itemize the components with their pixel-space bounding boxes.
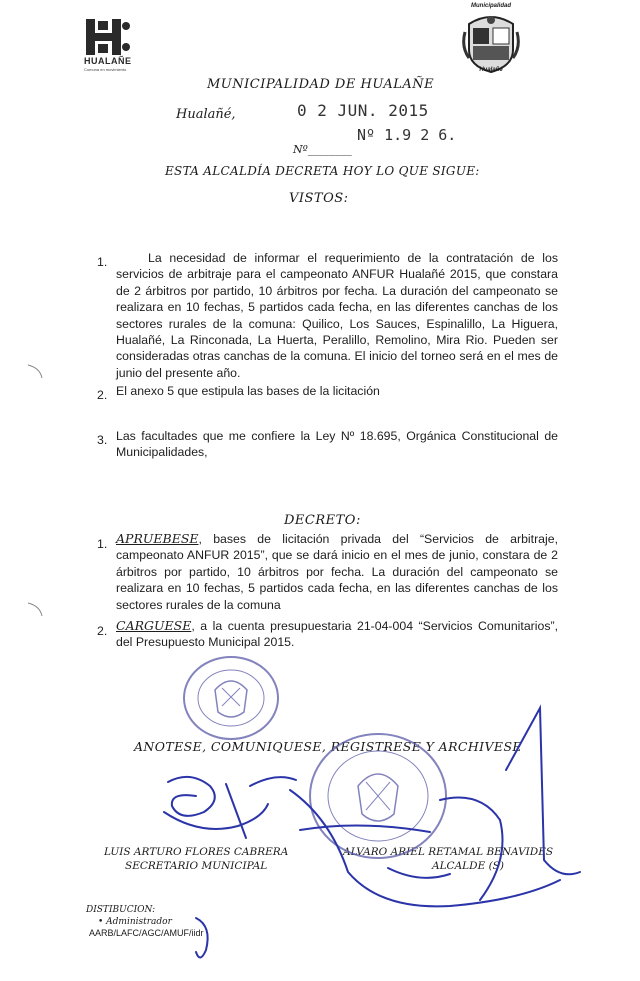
decree-number-stamp: Nº 1.9 2 6. [357, 126, 457, 144]
decreto-2-paragraph [116, 618, 558, 651]
vistos-2-text: El anexo 5 que estipula las bases de la licitación [116, 384, 380, 398]
secretary-name: LUIS ARTURO FLORES CABRERA [104, 846, 289, 858]
decreto-2-text: , a la cuenta presupuestaria 21-04-004 “Servicios Comunitarios”, del Presupuesto Municipal 2015. [116, 619, 558, 650]
vistos-1-text: La necesidad de informar el requerimiento de la contratación de los servicios de arbitraje para el campeonato ANFUR Hualañé 2015, que constara de 2 árbitros por partido, 10 árbitros por fecha. La duración del campeonato se realizara en 10 fechas, 5 partidos cada fecha, en las diferentes canchas de los sectores rurales de la comuna: Quilico, Los Sauces, Espinalillo, La Higuera, Hualañé, La Rinconada, La Huerta, Peralillo, Remolino, Mira Rio. Pueden ser consideradas otras canchas de la comuna. El inicio del torneo será en el mes de junio del presente año. [116, 251, 558, 380]
decreto-1-paragraph [116, 531, 558, 613]
decree-intro: ESTA ALCALDÍA DECRETA HOY LO QUE SIGUE: [165, 164, 480, 178]
crest-top-label: Municipalidad [470, 3, 511, 9]
punch-hole-mark-bottom [28, 603, 42, 616]
mayor-title: ALCALDE (S) [432, 860, 504, 872]
place-label: Hualañé, [176, 107, 236, 122]
mayor-name: ALVARO ARIEL RETAMAL BENAVIDES [343, 846, 554, 858]
logo-slogan: Comuna en movimiento [84, 67, 127, 72]
crest-bottom-label: Hualañé [479, 67, 503, 73]
distribution-item-text: Administrador [106, 917, 172, 927]
secretary-title: SECRETARIO MUNICIPAL [125, 860, 268, 872]
decreto-1-text: , bases de licitación privada del “Servicios de arbitraje, campeonato ANFUR 2015”, que se dará inicio en el mes de junio, constara de 2 árbitros por partido, 10 árbitros por fecha. La duración del campeonato se realizara en 10 fechas, 5 partidos cada fecha, en las diferentes canchas de los sectores rurales de la comuna [116, 532, 558, 612]
decree-number-label: Nº________ [293, 143, 352, 156]
distribution-label: DISTIBUCION: [86, 905, 156, 915]
decreto-1-keyword: APRUEBESE [116, 531, 199, 546]
decreto-heading: DECRETO: [284, 513, 361, 528]
secretary-stamp [184, 657, 278, 739]
vistos-3-text: Las facultades que me confiere la Ley Nº 18.695, Orgánica Constitucional de Municipalidades, [116, 429, 558, 460]
distribution-item: • Administrador [98, 917, 172, 927]
municipality-title: MUNICIPALIDAD DE HUALAÑE [207, 77, 435, 92]
decreto-2-keyword: CARGUESE [116, 618, 192, 633]
closing-formula: ANOTESE, COMUNIQUESE, REGISTRESE Y ARCHIVESE [134, 739, 522, 754]
date-stamp: 0 2 JUN. 2015 [297, 101, 429, 120]
decreto-2-number: 2. [97, 624, 108, 638]
punch-hole-mark-top [28, 365, 42, 378]
vistos-2-number: 2. [97, 388, 108, 402]
vistos-1-number: 1. [97, 255, 108, 269]
hualane-logo-icon [84, 17, 134, 57]
vistos-heading: VISTOS: [289, 191, 349, 206]
distribution-codes: AARB/LAFC/AGC/AMUF/iidr [89, 928, 204, 938]
logo-name: HUALAÑE [84, 56, 132, 66]
decreto-1-number: 1. [97, 537, 108, 551]
vistos-3-number: 3. [97, 433, 108, 447]
